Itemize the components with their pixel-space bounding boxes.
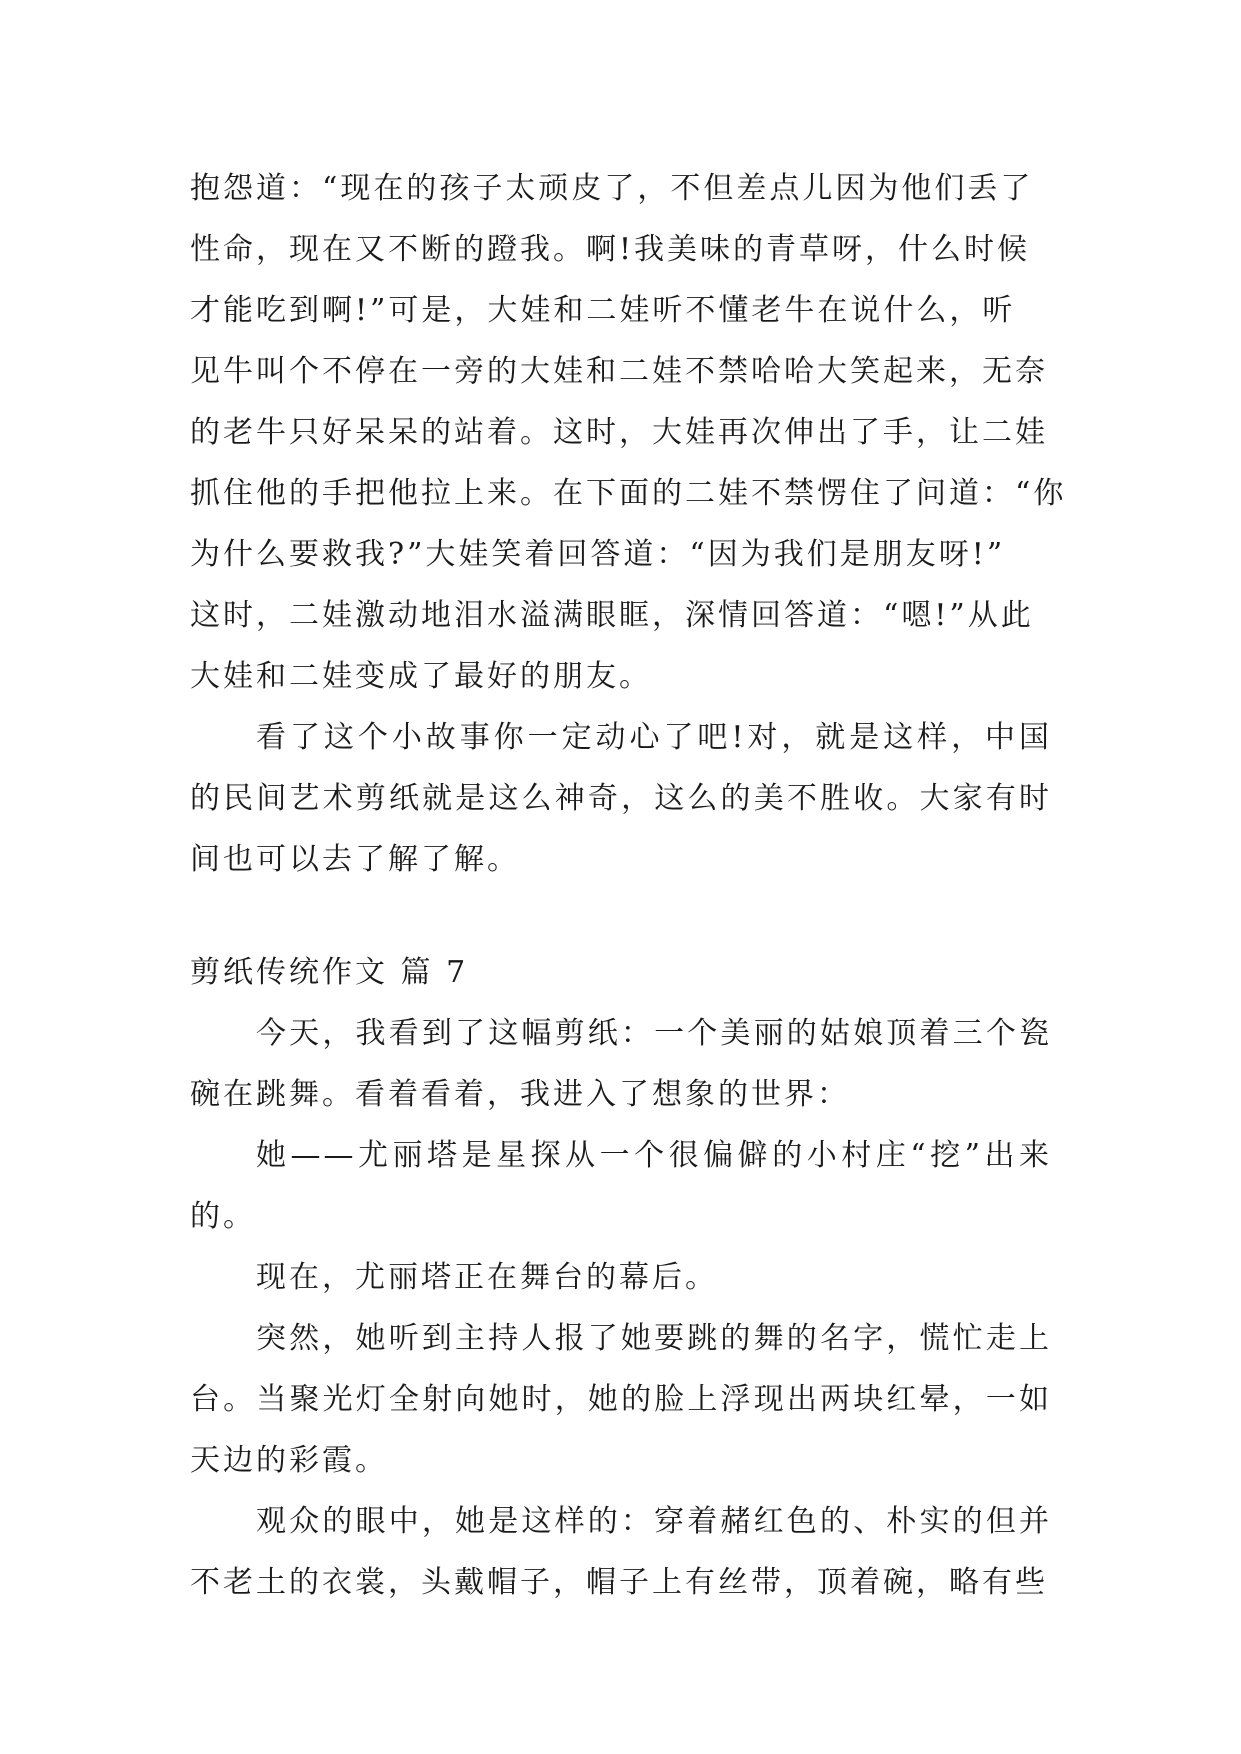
text-line: 才能吃到啊!”可是，大娃和二娃听不懂老牛在说什么，听	[190, 293, 1016, 328]
text-line: 抱怨道：“现在的孩子太顽皮了，不但差点儿因为他们丢了	[190, 171, 1034, 206]
document-body	[190, 158, 1067, 1613]
body-paragraph: 她——尤丽塔是星探从一个很偏僻的小村庄“挖”出来的。	[190, 1138, 1052, 1234]
body-paragraph: 突然，她听到主持人报了她要跳的舞的名字，慌忙走上台。当聚光灯全射向她时，她的脸上浮现出两块红晕，一如天边的彩霞。	[190, 1321, 1052, 1478]
continued-paragraph	[190, 158, 1067, 707]
text-line: 这时，二娃激动地泪水溢满眼眶，深情回答道：“嗯!”从此	[190, 598, 1034, 633]
section-heading: 剪纸传统作文 篇 7	[190, 955, 469, 990]
closing-paragraph: 看了这个小故事你一定动心了吧!对，就是这样，中国的民间艺术剪纸就是这么神奇，这么的美不胜收。大家有时间也可以去了解了解。	[190, 720, 1052, 877]
body-paragraph: 观众的眼中，她是这样的：穿着赭红色的、朴实的但并不老土的衣裳，头戴帽子，帽子上有丝带，顶着碗，略有些	[190, 1504, 1052, 1600]
text-line: 为什么要救我?”大娃笑着回答道：“因为我们是朋友呀!”	[190, 537, 1006, 572]
text-line: 的老牛只好呆呆的站着。这时，大娃再次伸出了手，让二娃	[190, 415, 1048, 450]
body-paragraph: 今天，我看到了这幅剪纸：一个美丽的姑娘顶着三个瓷碗在跳舞。看着看着，我进入了想象的世界：	[190, 1016, 1052, 1112]
text-line: 见牛叫个不停在一旁的大娃和二娃不禁哈哈大笑起来，无奈	[190, 354, 1048, 389]
text-line: 大娃和二娃变成了最好的朋友。	[190, 659, 652, 694]
text-line: 抓住他的手把他拉上来。在下面的二娃不禁愣住了问道：“你	[190, 476, 1067, 511]
body-paragraph: 现在，尤丽塔正在舞台的幕后。	[256, 1260, 718, 1295]
text-line: 性命，现在又不断的蹬我。啊!我美味的青草呀，什么时候	[190, 232, 1031, 267]
